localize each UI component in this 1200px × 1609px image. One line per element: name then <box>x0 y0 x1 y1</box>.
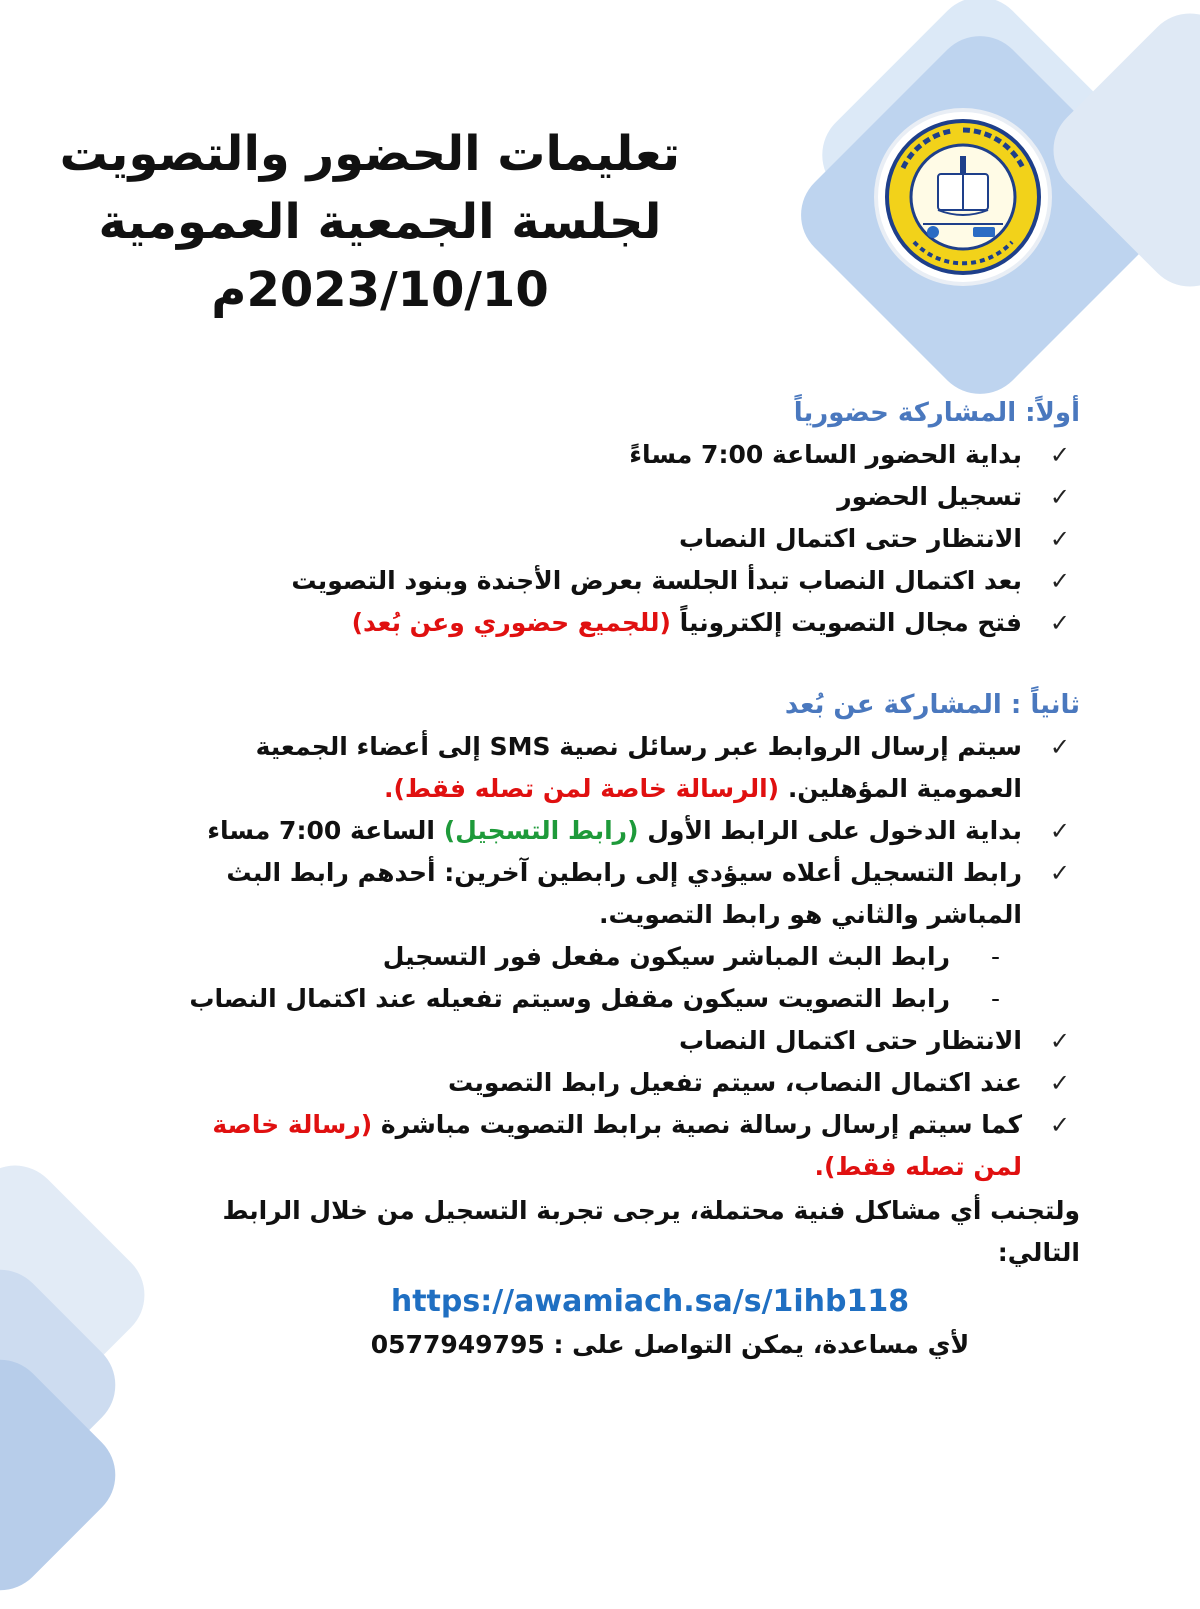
title-line: تعليمات الحضور والتصويت <box>59 126 680 182</box>
highlight-red: (الرسالة خاصة لمن تصله فقط). <box>384 774 780 803</box>
sub-list-item: - رابط البث المباشر سيكون مفعل فور التسجيل <box>382 942 1000 971</box>
highlight-red: (للجميع حضوري وعن بُعد) <box>351 608 671 637</box>
list-item: ✓ عند اكتمال النصاب، سيتم تفعيل رابط التصويت <box>160 1062 1080 1104</box>
section-heading-in-person: أولاً: المشاركة حضورياً <box>793 398 1080 428</box>
instructions <box>160 392 1080 1366</box>
list-item: ✓ رابط التسجيل أعلاه سيؤدي إلى رابطين آخرين: أحدهم رابط البث المباشر والثاني هو رابط التصويت. <box>160 852 1080 936</box>
list-item: ✓ فتح مجال التصويت إلكترونياً (للجميع حضوري وعن بُعد) <box>160 602 1080 644</box>
checkmark-icon: ✓ <box>1049 817 1070 845</box>
checkmark-icon: ✓ <box>1049 441 1070 469</box>
checkmark-icon: ✓ <box>1049 525 1070 553</box>
section-heading-remote: ثانياً : المشاركة عن بُعد <box>784 690 1080 720</box>
checkmark-icon: ✓ <box>1049 1027 1070 1055</box>
title-date: 2023/10/10م <box>211 262 549 318</box>
checkmark-icon: ✓ <box>1049 859 1070 887</box>
highlight-green: (رابط التسجيل) <box>443 816 639 845</box>
list-item: ✓ بداية الحضور الساعة 7:00 مساءً <box>160 434 1080 476</box>
sub-list-item: - رابط التصويت سيكون مقفل وسيتم تفعيله عند اكتمال النصاب <box>189 984 1000 1013</box>
phone-number: 0577949795 <box>370 1330 545 1359</box>
checkmark-icon: ✓ <box>1049 733 1070 761</box>
page-title <box>59 120 680 324</box>
checkmark-icon: ✓ <box>1049 483 1070 511</box>
list-item: ✓ الانتظار حتى اكتمال النصاب <box>160 518 1080 560</box>
highlight-red: (رسالة خاصة لمن تصله فقط). <box>212 1110 1022 1181</box>
list-item: ✓ بداية الدخول على الرابط الأول (رابط التسجيل) الساعة 7:00 مساء <box>160 810 1080 852</box>
checkmark-icon: ✓ <box>1049 567 1070 595</box>
footer-note: ولتجنب أي مشاكل فنية محتملة، يرجى تجربة التسجيل من خلال الرابط التالي: <box>222 1196 1080 1267</box>
contact-line: لأي مساعدة، يمكن التواصل على : 0577949795 <box>160 1324 1080 1366</box>
checkmark-icon: ✓ <box>1049 1111 1070 1139</box>
list-item: ✓ تسجيل الحضور <box>160 476 1080 518</box>
list-item: ✓ سيتم إرسال الروابط عبر رسائل نصية SMS إلى أعضاء الجمعية العمومية المؤهلين. (الرسالة خاصة لمن تصله فقط). <box>160 726 1080 810</box>
association-seal-icon <box>878 112 1048 282</box>
list-item: ✓ بعد اكتمال النصاب تبدأ الجلسة بعرض الأجندة وبنود التصويت <box>160 560 1080 602</box>
list-item: ✓ كما سيتم إرسال رسالة نصية برابط التصويت مباشرة (رسالة خاصة لمن تصله فقط). <box>160 1104 1080 1188</box>
checkmark-icon: ✓ <box>1049 1069 1070 1097</box>
registration-link[interactable]: https://awamiach.sa/s/1ihb118 <box>390 1284 910 1319</box>
checkmark-icon: ✓ <box>1049 609 1070 637</box>
list-item: ✓ الانتظار حتى اكتمال النصاب <box>160 1020 1080 1062</box>
title-line: لجلسة الجمعية العمومية <box>98 194 662 250</box>
